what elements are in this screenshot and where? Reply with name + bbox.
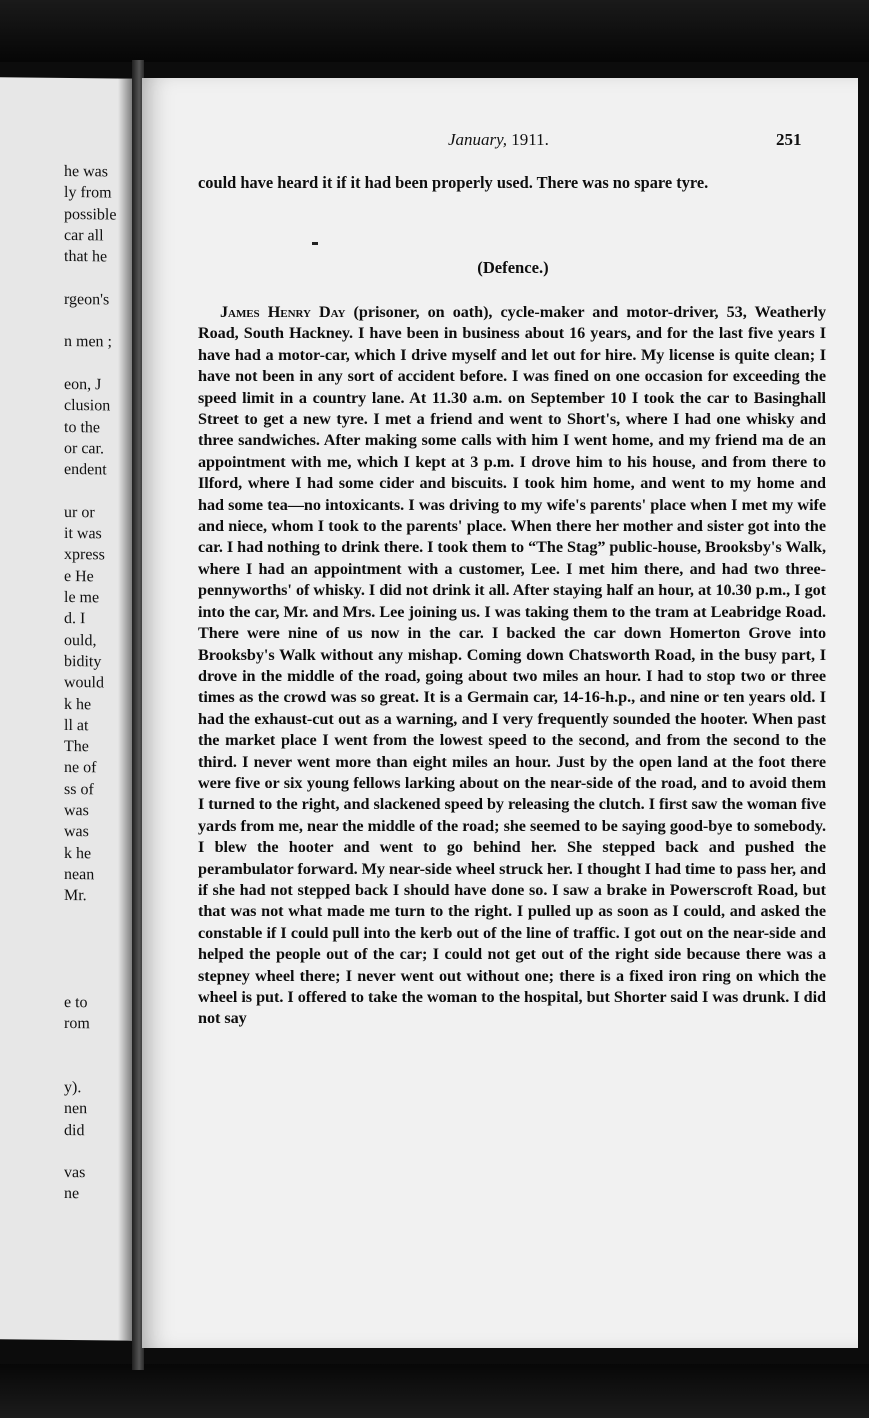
facing-page-line: rgeon's [64,290,110,309]
section-heading: (Defence.) [477,258,549,277]
facing-page-line: that he [64,248,108,266]
facing-page-line: did [64,1121,85,1139]
facing-page-line: ne of [64,759,97,777]
facing-page-line: car all [64,226,104,245]
facing-page-line: he was [64,162,108,181]
facing-page-fragment [0,77,132,1340]
facing-page-line: eon, J [64,375,102,394]
facing-page-line: y). [64,1078,82,1097]
running-head [448,130,549,150]
facing-page-line: k he [64,844,92,862]
facing-page-line: endent [64,461,107,479]
facing-page-line: The [64,738,89,756]
page-number: 251 [776,130,802,149]
facing-page-line: ne [64,1185,80,1203]
facing-page-line: or car. [64,439,104,458]
facing-page-line: n men ; [64,333,112,351]
facing-page-line: possible [64,205,117,224]
testimony-paragraph [198,302,826,1030]
facing-page-line: ll at [64,716,89,735]
facing-page-line: bidity [64,652,102,671]
facing-page-line: Mr. [64,887,87,905]
facing-page-line: ur or [64,503,95,522]
facing-page-line: it was [64,525,102,543]
facing-page-line: was [64,823,89,841]
facing-page-line: le me [64,588,100,607]
facing-page-line: d. I [64,610,86,628]
facing-page-line: e He [64,567,94,585]
continued-paragraph: could have heard it if it had been properly used. There was no spare tyre. [198,173,709,192]
running-head-year: 1911. [511,130,549,149]
running-head-month: January, [448,130,508,149]
scan-bottom-border [0,1364,869,1418]
facing-page-line: rom [64,1014,90,1033]
scan-top-border [0,0,869,62]
facing-page-line: to the [64,418,100,436]
facing-page-line: nean [64,865,95,884]
facing-page-line: k he [64,695,92,713]
facing-page-line: would [64,674,104,692]
facing-page-line: clusion [64,397,111,415]
testimony-text: (prisoner, on oath), cycle-maker and motor-driver, 53, Weatherly Road, South Hackney. I have been in business about 16 years, and for the last five years I have had a motor-car, which I drive myself and let out for hire. My license is quite clean; I have not been in any sort of accident before. I was fined on one occasion for exceeding the speed limit in a country lane. At 11.30 a.m. on September 10 I took the car to Basinghall Street to get a new tyre. I met a friend and went to Short's, where I had one whisky and three sandwiches. After making some calls with him I went home, and my friend ma de an appointment with me, which I kept at 3 p.m. I drove him to his house, and from there to Ilford, where I had some cider and biscuits. I took him home, and went to my home and had some tea—no intoxicants. I was driving to my wife's parents' place when I met my wife and niece, whom I took to the parents' place. When there her mother and sister got into the car. I had nothing to drink there. I took them to “The Stag” public-house, Brooksby's Walk, where I had an appointment with a customer, Lee. I met him there, and had two three-pennyworths' of whisky. I did not drink it all. After staying half an hour, at 10.30 p.m., I got into the car, Mr. and Mrs. Lee joining us. I was taking them to the tram at Leabridge Road. There were nine of us now in the car. I backed the car down Homerton Grove into Brooksby's Walk without any mishap. Coming down Chatsworth Road, in the busy part, I drove in the middle of the road, going about two miles an hour. I had to stop two or three times as the crowd was so great. It is a Germain car, 14-16-h.p., and nine or ten years old. I had the exhaust-cut out as a warning, and I very frequently sounded the hooter. When past the market place I went from the lowest speed to the second, and from the second to the third. I never went more than eight miles an hour. Just by the open land at the foot there were five or six young fellows larking about on the near-side of the road, and to avoid them I turned to the right, and slackened speed by releasing the clutch. I first saw the woman five yards from me, near the middle of the road; she seemed to be saying good-bye to somebody. I blew the hooter and went to go behind her. She stepped back and pushed the perambulator forward. My near-side wheel struck her. I thought I had time to pass her, and if she had not stepped back I should have done so. I saw a brake in Powerscroft Road, but that was not what made me turn to the right. I pulled up as soon as I could, and asked the constable if I could pull into the kerb out of the line of traffic. I got out on the near-side and helped the people out of the car; I could not get out of the right side because there was a stepney wheel there; I never went out without one; there is a fixed iron ring on which the wheel is put. I offered to take the woman to the hospital, but Shorter said I was drunk. I did not say [198,303,826,1028]
facing-page-line: e to [64,993,88,1011]
facing-page-line: nen [64,1100,88,1118]
ink-mark [312,242,318,245]
facing-page-line: ss of [64,780,94,798]
facing-page-line: was [64,801,89,820]
facing-page-line: ly from [64,184,112,202]
facing-page-line: ould, [64,631,97,649]
speaker-name: James Henry Day [220,303,346,321]
facing-page-line: vas [64,1164,86,1182]
facing-page-line: xpress [64,546,105,564]
